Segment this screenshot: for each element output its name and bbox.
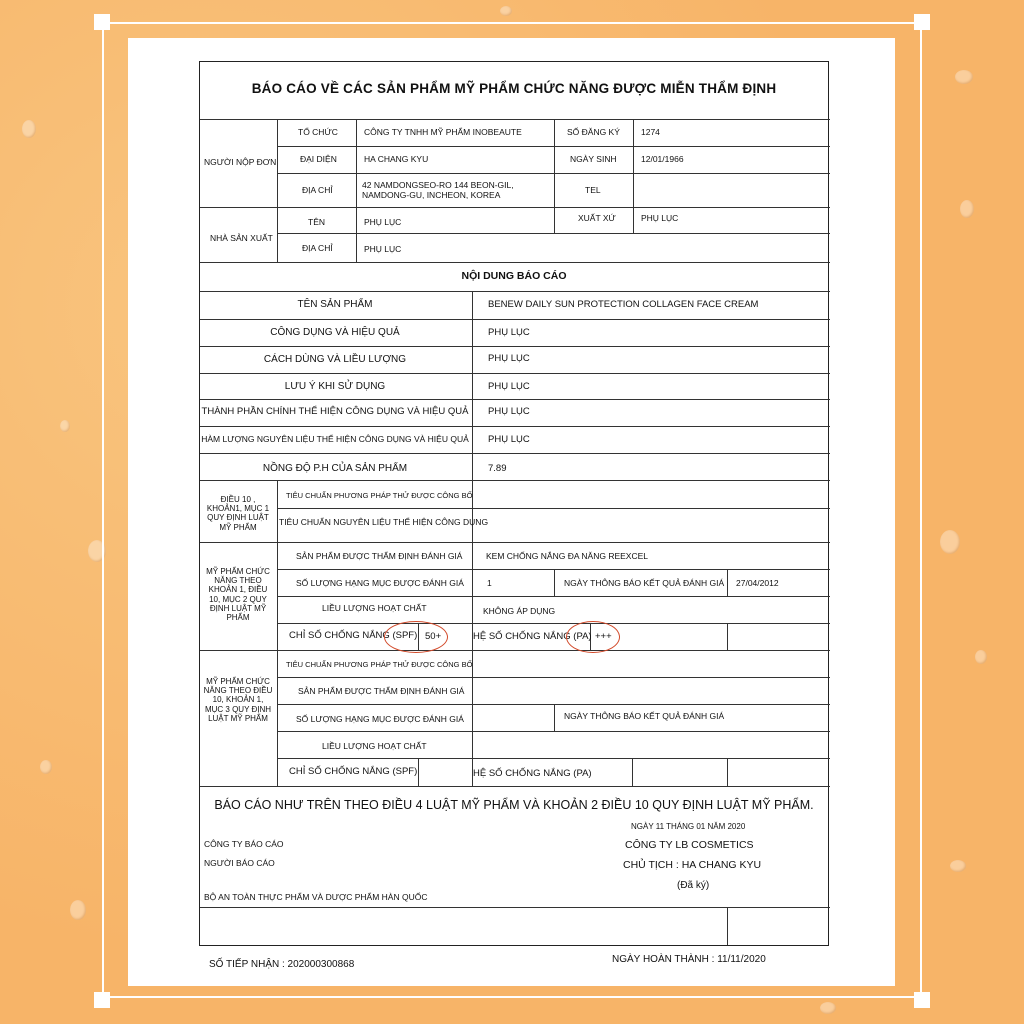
signed-note: (Đã ký)	[677, 880, 710, 891]
pa-highlight-circle	[566, 621, 620, 653]
manufacturer-group-label: NHÀ SẢN XUẤT	[210, 233, 273, 243]
frame-corner	[914, 14, 930, 30]
main-ingredients-label: THÀNH PHẦN CHÍNH THỂ HIỆN CÔNG DỤNG VÀ HIỆU QUẢ	[201, 406, 469, 417]
reg-label: SỐ ĐĂNG KÝ	[567, 127, 620, 137]
reporter-value: CHỦ TỊCH : HA CHANG KYU	[623, 859, 762, 871]
sec3-result-date-label: NGÀY THÔNG BÁO KẾT QUẢ ĐÁNH GIÁ	[564, 711, 725, 721]
sec2-evaluated-product-label: SẢN PHẨM ĐƯỢC THẨM ĐỊNH ĐÁNH GIÁ	[296, 551, 463, 561]
form-title: BÁO CÁO VỀ CÁC SẢN PHẨM MỸ PHẨM CHỨC NĂNG ĐƯỢC MIỄN THẨM ĐỊNH	[251, 81, 777, 96]
sec2-spf-label: CHỈ SỐ CHỐNG NẮNG (SPF)	[289, 630, 418, 641]
frame-corner	[94, 992, 110, 1008]
ph-value: 7.89	[488, 463, 507, 474]
dob-value: 12/01/1966	[641, 154, 684, 164]
sec3-pa-label: HỆ SỐ CHỐNG NẮNG (PA)	[473, 768, 592, 779]
sec2-active-dose-value: KHÔNG ÁP DỤNG	[483, 606, 556, 616]
ingredient-content-value: PHỤ LỤC	[488, 434, 530, 445]
sec2-spf-value: 50+	[425, 631, 442, 642]
precautions-value: PHỤ LỤC	[488, 381, 530, 392]
main-ingredients-value: PHỤ LỤC	[488, 406, 530, 417]
section3-label: MỸ PHẨM CHỨC NĂNG THEO ĐIỀU 10, KHOẢN 1, MỤC 3 QUY ĐỊNH LUẬT MỸ PHẨM	[203, 677, 273, 723]
legal-statement: BÁO CÁO NHƯ TRÊN THEO ĐIỀU 4 LUẬT MỸ PHẨM VÀ KHOẢN 2 ĐIỀU 10 QUY ĐỊNH LUẬT MỸ PHẨM.	[214, 798, 814, 812]
dosage-label: CÁCH DÙNG VÀ LIỀU LƯỢNG	[263, 354, 407, 365]
origin-label: XUẤT XỨ	[578, 213, 616, 223]
reporter-label: NGƯỜI BÁO CÁO	[204, 858, 275, 868]
sec3-item-count-label: SỐ LƯỢNG HẠNG MỤC ĐƯỢC ĐÁNH GIÁ	[296, 714, 464, 724]
sec2-active-dose-label: LIỀU LƯỢNG HOẠT CHẤT	[322, 603, 427, 613]
reporting-company-value: CÔNG TY LB COSMETICS	[625, 839, 754, 851]
manufacturer-address-value: PHỤ LỤC	[364, 244, 402, 254]
rep-value: HA CHANG KYU	[364, 154, 429, 164]
reg-value: 1274	[641, 127, 660, 137]
frame-corner	[914, 992, 930, 1008]
address-value: 42 NAMDONGSEO-RO 144 BEON-GIL, NAMDONG-GU, INCHEON, KOREA	[362, 180, 514, 200]
receipt-number: SỐ TIẾP NHẬN : 202000300868	[209, 959, 355, 970]
sec2-item-count-label: SỐ LƯỢNG HẠNG MỤC ĐƯỢC ĐÁNH GIÁ	[296, 578, 464, 588]
usage-effect-value: PHỤ LỤC	[488, 327, 530, 338]
org-label: TỔ CHỨC	[298, 127, 338, 137]
precautions-label: LƯU Ý KHI SỬ DỤNG	[284, 381, 386, 392]
manufacturer-name-value: PHỤ LỤC	[364, 217, 402, 227]
ph-label: NỒNG ĐỘ P.H CỦA SẢN PHẨM	[262, 463, 408, 474]
usage-effect-label: CÔNG DỤNG VÀ HIỆU QUẢ	[270, 327, 400, 338]
dob-label: NGÀY SINH	[570, 154, 617, 164]
applicant-group-label: NGƯỜI NỘP ĐƠN	[204, 157, 277, 167]
authority-name: BỘ AN TOÀN THỰC PHẨM VÀ DƯỢC PHẨM HÀN QUỐC	[204, 892, 428, 902]
section1-row2: TIÊU CHUẨN NGUYÊN LIỆU THỂ HIỆN CÔNG DỤNG	[279, 517, 489, 527]
sec2-pa-label: HỆ SỐ CHỐNG NẮNG (PA)	[473, 631, 592, 642]
sec3-evaluated-product-label: SẢN PHẨM ĐƯỢC THẨM ĐỊNH ĐÁNH GIÁ	[298, 686, 465, 696]
section2-label: MỸ PHẨM CHỨC NĂNG THEO KHOẢN 1, ĐIỀU 10, MỤC 2 QUY ĐỊNH LUẬT MỸ PHẨM	[206, 567, 270, 622]
sec2-result-date-value: 27/04/2012	[736, 578, 779, 588]
spf-highlight-circle	[384, 621, 448, 653]
rep-label: ĐẠI DIỆN	[300, 154, 337, 164]
report-date: NGÀY 11 THÁNG 01 NĂM 2020	[631, 822, 746, 831]
sec2-item-count-value: 1	[487, 578, 492, 588]
product-name-label: TÊN SẢN PHẨM	[297, 299, 373, 310]
sec2-evaluated-product-value: KEM CHỐNG NẮNG ĐA NĂNG REEXCEL	[486, 551, 649, 561]
sec3-active-dose-label: LIỀU LƯỢNG HOẠT CHẤT	[322, 741, 427, 751]
content-heading: NỘI DUNG BÁO CÁO	[461, 270, 567, 282]
sec3-spf-label: CHỈ SỐ CHỐNG NẮNG (SPF)	[289, 766, 418, 777]
ingredient-content-label: HÀM LƯỢNG NGUYÊN LIỆU THỂ HIỆN CÔNG DỤNG VÀ HIỆU QUẢ	[201, 434, 469, 444]
sec2-pa-value: +++	[595, 631, 612, 642]
section1-row1: TIÊU CHUẨN PHƯƠNG PHÁP THỬ ĐƯỢC CÔNG BỐ	[286, 491, 473, 500]
origin-value: PHỤ LỤC	[641, 213, 679, 223]
manufacturer-name-label: TÊN	[308, 217, 325, 227]
completion-date: NGÀY HOÀN THÀNH : 11/11/2020	[612, 954, 766, 965]
sec3-test-standard: TIÊU CHUẨN PHƯƠNG PHÁP THỬ ĐƯỢC CÔNG BỐ	[286, 660, 473, 669]
sec2-result-date-label: NGÀY THÔNG BÁO KẾT QUẢ ĐÁNH GIÁ	[564, 578, 725, 588]
section1-label: ĐIỀU 10 , KHOẢN1, MỤC 1 QUY ĐỊNH LUẬT MỸ PHẨM	[206, 495, 270, 532]
tel-label: TEL	[585, 185, 601, 195]
manufacturer-address-label: ĐỊA CHỈ	[302, 243, 333, 253]
reporting-company-label: CÔNG TY BÁO CÁO	[204, 839, 284, 849]
product-name-value: BENEW DAILY SUN PROTECTION COLLAGEN FACE CREAM	[488, 299, 759, 310]
dosage-value: PHỤ LỤC	[488, 353, 530, 364]
org-value: CÔNG TY TNHH MỸ PHẨM INOBEAUTE	[364, 127, 522, 137]
frame-corner	[94, 14, 110, 30]
address-label: ĐỊA CHỈ	[302, 185, 333, 195]
